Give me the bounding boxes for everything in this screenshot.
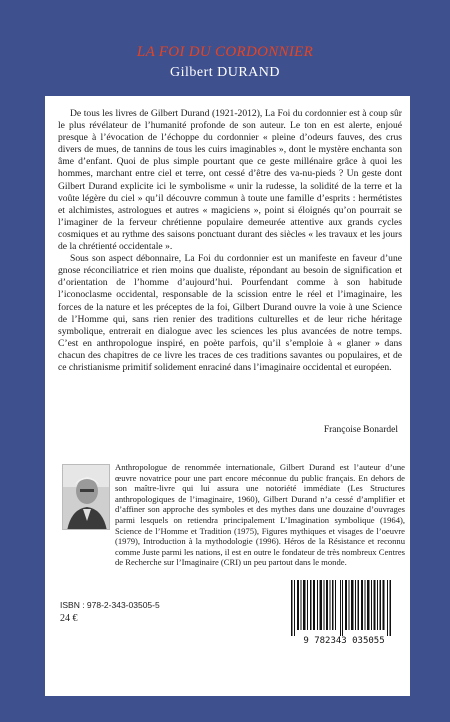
barcode-digits: 9 782343 035055 bbox=[303, 636, 385, 646]
price: 24 € bbox=[60, 613, 78, 624]
isbn: ISBN : 978-2-343-03505-5 bbox=[60, 600, 160, 610]
blurb bbox=[58, 108, 402, 374]
barcode-icon bbox=[285, 578, 400, 636]
book-author: Gilbert DURAND bbox=[169, 65, 281, 80]
book-title: LA FOI DU CORDONNIER bbox=[136, 44, 314, 60]
blurb-signature: Françoise Bonardel bbox=[323, 425, 398, 435]
author-bio: Anthropologue de renommée internationale, Gilbert Durand est l’auteur d’une œuvre novatrice pour une part encore méconnue du public français. En dehors de son maître-livre qui lui assura une notoriété immédiate (Les Structures anthropologiques de l’imaginaire, 1960), Gilbert Durand n’a cessé d’amplifier et d’affiner son approche des symboles et des mythes dans une douzaine d’ouvrages parmi lesquels on retiendra principalement L’Imagination symbolique (1964), Science de l’Homme et Tradition (1975), Figures mythiques et visages de l’oeuvre (1979), Introduction à la mythodologie (1996). Héros de la Résistance et reconnu comme Juste parmi les nations, il est en outre le fondateur de très nombreux Centres de Recherche sur l’Imaginaire (CRI) un peu partout dans le monde. bbox=[115, 462, 405, 568]
author-portrait-icon bbox=[63, 465, 110, 530]
author-photo bbox=[62, 464, 110, 530]
blurb-paragraph-2: Sous son aspect débonnaire, La Foi du cordonnier est un manifeste en faveur d’une gnose réconciliatrice et rien moins que dualiste, répondant au besoin de signification et d’orientation de l’homme d’aujourd’hui. Pourfendant comme à son habitude l’iconoclasme occidental, responsable de la scission entre le réel et l’imaginaire, les forces de la nature et les préceptes de la foi, Gilbert Durand ouvre la voie à une Science de l’Homme qui, sans rien renier des traditions culturelles et de leur riche héritage symbolique, entrerait en dialogue avec les sciences les plus avancées de notre temps. C’est en anthropologue inspiré, en poète parfois, qu’il s’emploie à « glaner » dans chacun des chapitres de ce livre les traces de ces traditions savantes ou populaires, et de ce christianisme primitif solidement enraciné dans l’imaginaire occidental et européen. bbox=[58, 253, 402, 373]
blurb-paragraph-1: De tous les livres de Gilbert Durand (1921-2012), La Foi du cordonnier est à coup sûr le plus révélateur de l’humanité profonde de son auteur. Le ton en est alerte, enjoué presque à l’évocation de l’échoppe du cordonnier « pleine d’odeurs fauves, des crus divers de mues, de tannins de tous les cuirs imaginables », dont le mystère enchanta son âme d’enfant. Quoi de plus simple pourtant que ce geste millénaire grâce à quoi les hommes, marchant entre ciel et terre, ont cessé d’être des va-nu-pieds ? Un geste dont Gilbert Durand explicite ici le symbolisme « unir la rudesse, la solidité de la terre et la voûte légère du ciel » qu’il découvre commun à toute une famille d’esprits : hermétistes et alchimistes, astrologues et autres « magiciens », point si éloignés qu’on pourrait se l’imaginer de la ferveur chrétienne populaire demeurée attentive aux grands cycles cosmiques et au rythme des saisons ponctuant durant des siècles « les travaux et les jours de la chrétienté occidentale ». bbox=[58, 108, 402, 253]
